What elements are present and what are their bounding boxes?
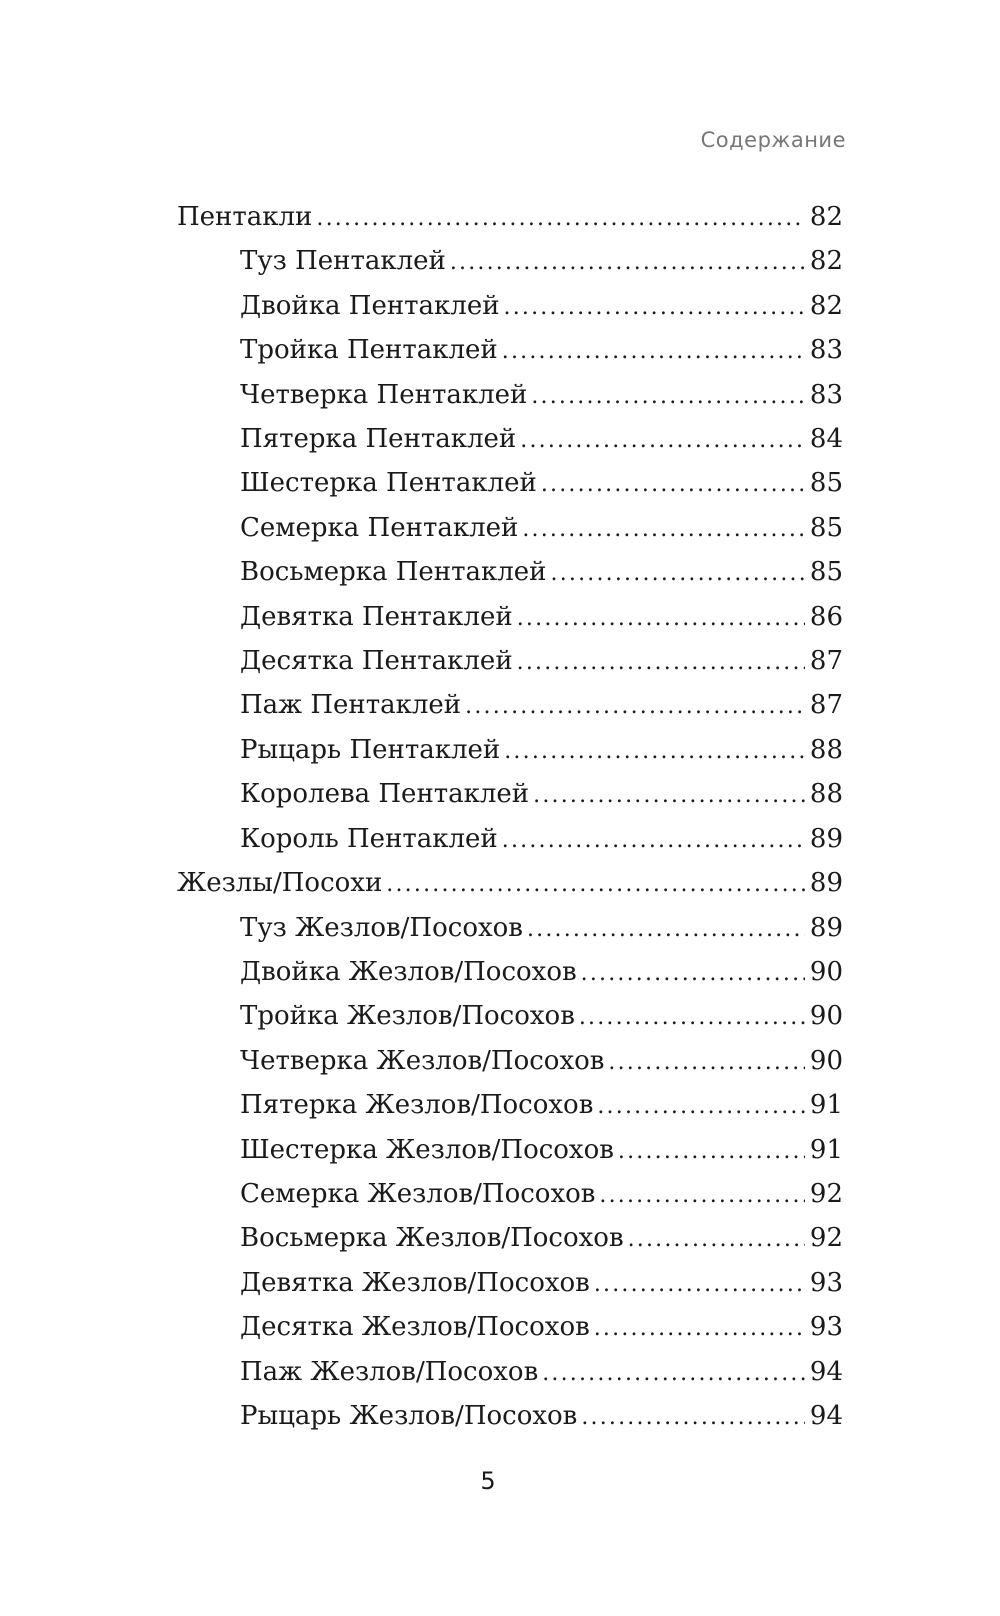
toc-entry-title: Пятерка Пентаклей xyxy=(240,424,517,455)
toc-entry xyxy=(177,1173,843,1217)
dot-leader xyxy=(542,1352,805,1395)
toc-entry xyxy=(177,1084,843,1128)
toc-entry xyxy=(177,951,843,995)
dot-leader xyxy=(450,241,805,284)
toc-entry-title: Король Пентаклей xyxy=(240,823,498,854)
toc-entry-page: 82 xyxy=(809,202,843,232)
dot-leader xyxy=(517,641,805,684)
toc-entry-title: Тройка Пентаклей xyxy=(240,335,498,366)
toc-entry-title: Шестерка Пентаклей xyxy=(240,468,537,499)
running-head: Содержание xyxy=(700,128,846,152)
dot-leader xyxy=(581,952,805,995)
toc-entry-page: 86 xyxy=(809,601,843,632)
dot-leader xyxy=(465,685,805,728)
toc-entry-page: 84 xyxy=(809,424,843,455)
dot-leader xyxy=(608,1041,805,1084)
toc-entry-page: 94 xyxy=(809,1356,843,1387)
dot-leader xyxy=(628,1218,805,1261)
toc-entry-page: 89 xyxy=(809,868,843,899)
dot-leader xyxy=(504,286,805,329)
toc-entry-title: Королева Пентаклей xyxy=(240,779,530,810)
toc-entry xyxy=(177,329,843,373)
toc-entry-page: 90 xyxy=(809,1001,843,1032)
dot-leader xyxy=(527,908,805,951)
dot-leader xyxy=(533,774,805,817)
toc-entry xyxy=(177,418,843,462)
toc-entry-page: 85 xyxy=(809,512,843,543)
toc-entry-title: Рыцарь Жезлов/Посохов xyxy=(240,1400,578,1431)
toc-entry xyxy=(177,596,843,640)
toc-entry xyxy=(177,995,843,1039)
toc-entry-title: Паж Пентаклей xyxy=(240,690,462,721)
toc-entry-page: 92 xyxy=(809,1178,843,1209)
toc-entry-title: Десятка Пентаклей xyxy=(240,646,513,677)
toc-entry-title: Семерка Пентаклей xyxy=(240,512,519,543)
toc-entry-page: 90 xyxy=(809,1045,843,1076)
toc-entry-title: Семерка Жезлов/Посохов xyxy=(240,1178,596,1209)
toc-entry-page: 83 xyxy=(809,379,843,410)
dot-leader xyxy=(502,330,805,373)
toc-entry-title: Паж Жезлов/Посохов xyxy=(240,1356,539,1387)
toc-entry xyxy=(177,818,843,862)
toc-entry-page: 88 xyxy=(809,734,843,765)
toc-entry-page: 91 xyxy=(809,1134,843,1165)
toc-entry-title: Рыцарь Пентаклей xyxy=(240,734,501,765)
toc-entry-page: 92 xyxy=(809,1223,843,1254)
toc-entry-title: Туз Пентаклей xyxy=(240,246,446,277)
toc-entry-page: 82 xyxy=(809,246,843,277)
toc-entry-page: 85 xyxy=(809,468,843,499)
toc-entry-title: Пентакли xyxy=(177,202,313,232)
dot-leader xyxy=(551,552,805,595)
toc-entry-page: 85 xyxy=(809,557,843,588)
dot-leader xyxy=(579,996,805,1039)
dot-leader xyxy=(517,597,805,640)
toc-entry-page: 87 xyxy=(809,646,843,677)
toc-entry xyxy=(177,1262,843,1306)
dot-leader xyxy=(618,1130,805,1173)
toc-entry-page: 91 xyxy=(809,1090,843,1121)
toc-entry xyxy=(177,773,843,817)
toc-section-entry xyxy=(177,862,843,906)
toc-entry-page: 90 xyxy=(809,956,843,987)
toc-entry xyxy=(177,551,843,595)
toc-entry-title: Восьмерка Пентаклей xyxy=(240,557,547,588)
toc-entry xyxy=(177,462,843,506)
toc-entry-title: Четверка Пентаклей xyxy=(240,379,528,410)
toc-entry xyxy=(177,285,843,329)
toc-entry xyxy=(177,1217,843,1261)
toc-entry-page: 83 xyxy=(809,335,843,366)
toc-entry xyxy=(177,374,843,418)
toc-entry-title: Шестерка Жезлов/Посохов xyxy=(240,1134,614,1165)
dot-leader xyxy=(316,197,805,240)
dot-leader xyxy=(520,419,805,462)
toc-entry xyxy=(177,1306,843,1350)
dot-leader xyxy=(594,1307,805,1350)
dot-leader xyxy=(581,1396,805,1439)
dot-leader xyxy=(386,863,805,906)
toc-entry-title: Двойка Жезлов/Посохов xyxy=(240,956,577,987)
page-number: 5 xyxy=(480,1467,496,1495)
dot-leader xyxy=(531,375,805,418)
toc-section-entry xyxy=(177,196,843,240)
toc-entry-page: 87 xyxy=(809,690,843,721)
toc-entry-title: Четверка Жезлов/Посохов xyxy=(240,1045,605,1076)
toc-entry-page: 89 xyxy=(809,823,843,854)
toc-entry xyxy=(177,729,843,773)
toc-entry xyxy=(177,507,843,551)
dot-leader xyxy=(522,508,805,551)
dot-leader xyxy=(597,1085,805,1128)
toc-entry-page: 94 xyxy=(809,1400,843,1431)
toc-entry-title: Девятка Пентаклей xyxy=(240,601,513,632)
toc-entry-title: Восьмерка Жезлов/Посохов xyxy=(240,1223,624,1254)
toc-entry xyxy=(177,640,843,684)
dot-leader xyxy=(541,463,805,506)
toc-entry-title: Пятерка Жезлов/Посохов xyxy=(240,1090,594,1121)
toc-entry xyxy=(177,240,843,284)
toc-entry xyxy=(177,1040,843,1084)
toc-entry-page: 93 xyxy=(809,1267,843,1298)
toc-entry-page: 82 xyxy=(809,290,843,321)
toc-entry xyxy=(177,1351,843,1395)
toc-entry-title: Жезлы/Посохи xyxy=(177,868,383,899)
toc-entry-title: Двойка Пентаклей xyxy=(240,290,500,321)
dot-leader xyxy=(502,819,805,862)
toc-entry-title: Десятка Жезлов/Посохов xyxy=(240,1312,590,1343)
table-of-contents xyxy=(177,196,843,1439)
toc-entry-page: 88 xyxy=(809,779,843,810)
toc-entry-page: 93 xyxy=(809,1312,843,1343)
toc-entry xyxy=(177,1395,843,1439)
dot-leader xyxy=(504,730,805,773)
dot-leader xyxy=(599,1174,805,1217)
dot-leader xyxy=(594,1263,805,1306)
toc-entry-title: Туз Жезлов/Посохов xyxy=(240,912,523,943)
toc-entry xyxy=(177,684,843,728)
toc-entry-title: Девятка Жезлов/Посохов xyxy=(240,1267,590,1298)
toc-entry xyxy=(177,1129,843,1173)
toc-entry xyxy=(177,907,843,951)
toc-entry-title: Тройка Жезлов/Посохов xyxy=(240,1001,575,1032)
toc-entry-page: 89 xyxy=(809,912,843,943)
